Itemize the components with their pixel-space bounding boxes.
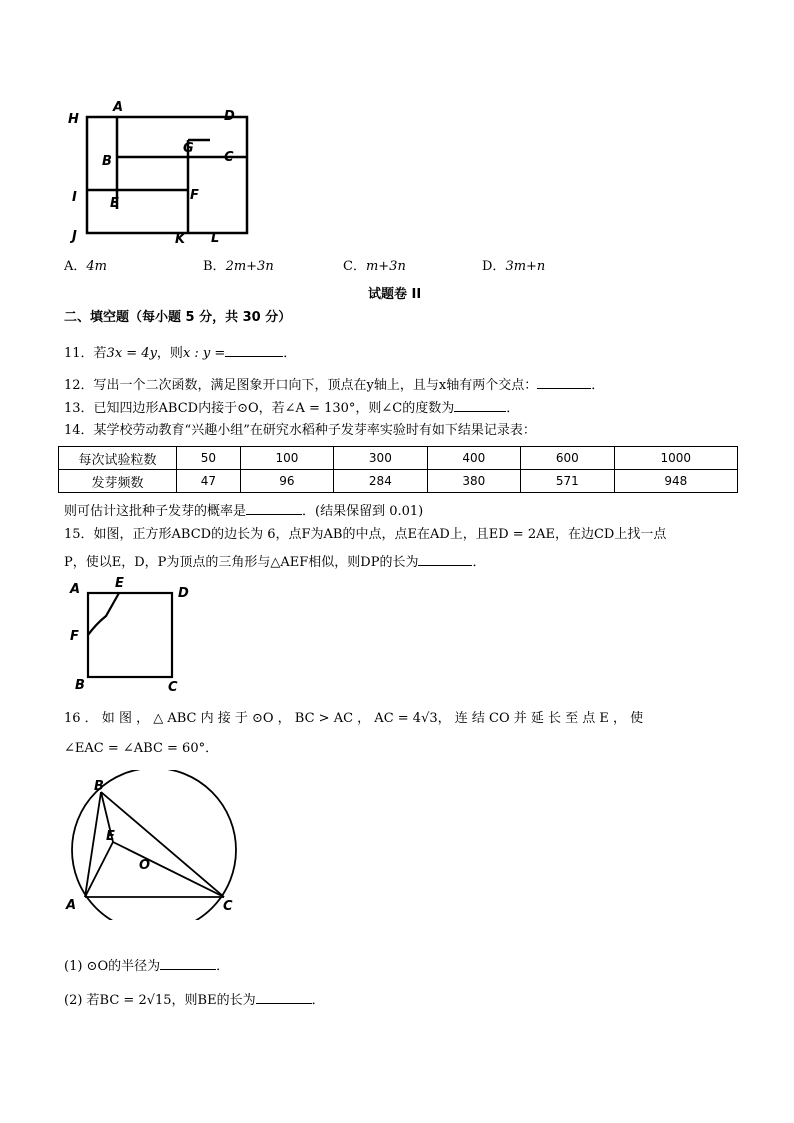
q13-end: ． [506,401,520,416]
segment-e-f [88,593,119,635]
option-c-label: C． [343,259,366,274]
answer-blank[interactable] [256,989,312,1004]
circle-triangle-figure [58,770,248,920]
table-cell: 96 [240,470,333,493]
square-abcd [88,593,172,677]
outer-rectangle [87,117,247,233]
germination-table [58,446,738,493]
label-G: G [183,141,194,156]
label-A: A [113,100,124,115]
table-cell: 1000 [614,447,737,470]
q11-end: ． [283,346,297,361]
question-13 [64,397,519,418]
option-c [343,258,406,276]
answer-blank[interactable] [246,500,302,515]
option-d-label: D． [482,259,506,274]
label-B: B [102,154,112,169]
paper-section-title: 试题卷 II [368,287,422,302]
label-H: H [68,112,79,127]
label-C: C [223,899,233,914]
question-15-line2 [64,551,486,572]
q11-prefix: 11．若 [64,346,107,361]
table-cell: 50 [177,447,241,470]
q15-line2-text: P，使以E，D，P为顶点的三角形与△AEF相似，则DP的长为 [64,555,419,570]
answer-blank[interactable] [454,397,506,412]
answer-blank[interactable] [418,551,472,566]
section-heading: 二、填空题（每小题 5 分，共 30 分） [64,310,292,325]
table-cell: 284 [334,470,427,493]
square-figure [62,572,202,697]
q16-sub2-end: ． [311,993,325,1008]
q13-text: 13．已知四边形ABCD内接于⊙O，若∠A = 130°，则∠C的度数为 [64,401,455,416]
label-J: J [72,229,77,244]
table-cell: 47 [177,470,241,493]
table-cell: 571 [521,470,614,493]
answer-blank[interactable] [225,342,283,357]
label-L: L [211,231,220,246]
option-a-value: 4m [86,259,107,274]
label-O: O [139,858,151,873]
table-row-header: 发芽频数 [59,470,177,493]
question-16-line2: ∠EAC = ∠ABC = 60°． [64,741,219,756]
table-cell: 300 [334,447,427,470]
q16-sub1-text: (1) ⊙O的半径为 [64,959,161,974]
label-E: E [106,829,115,844]
table-cell: 380 [427,470,520,493]
option-a [64,258,107,276]
label-E: E [115,576,124,591]
label-F: F [70,629,79,644]
option-d-value: 3m+n [505,259,546,274]
table-cell: 400 [427,447,520,470]
option-b-value: 2m+3n [225,259,274,274]
table-row-header: 每次试验粒数 [59,447,177,470]
rectangle-grid-figure [60,95,260,250]
label-A: A [70,582,81,597]
option-b-label: B． [203,259,226,274]
q12-text: 12．写出一个二次函数，满足图象开口向下，顶点在y轴上，且与x轴有两个交点： [64,378,538,393]
table-row [59,470,738,493]
question-16-part1 [64,955,229,976]
q11-ratio: x : y = [182,346,226,361]
q14-after-end: ．(结果保留到 0.01) [302,504,424,519]
q16-sub1-end: ． [216,959,230,974]
label-C: C [168,680,178,695]
label-B: B [94,779,104,794]
answer-blank[interactable] [160,955,216,970]
table-cell: 600 [521,447,614,470]
answer-blank[interactable] [537,374,591,389]
label-F: F [190,188,199,203]
option-c-value: m+3n [365,259,406,274]
label-I: I [72,190,77,205]
table-cell: 100 [240,447,333,470]
option-d [482,258,545,276]
table-row [59,447,738,470]
question-15-line1: 15．如图，正方形ABCD的边长为 6，点F为AB的中点，点E在AD上，且ED = 2AE，在边CD上找一点 [64,527,667,542]
q11-equation: 3x = 4y [106,346,157,361]
q14-after: 则可估计这批种子发芽的概率是 [64,504,247,519]
question-14: 14．某学校劳动教育“兴趣小组”在研究水稻种子发芽率实验时有如下结果记录表： [64,423,536,438]
question-11 [64,342,296,363]
table-cell: 948 [614,470,737,493]
question-14-followup [64,500,423,521]
label-A: A [66,898,77,913]
option-a-label: A． [64,259,87,274]
q12-end: ． [591,378,605,393]
option-b [203,258,274,276]
q11-mid: ，则 [156,346,183,361]
question-12 [64,374,604,395]
label-D: D [178,586,189,601]
question-16-line1: 16 ． 如 图 ， △ ABC 内 接 于 ⊙O ， BC > AC ， AC = 4√3， 连 结 CO 并 延 长 至 点 E ， 使 [64,711,644,726]
label-E: E [110,196,119,211]
question-16-part2 [64,989,325,1010]
label-D: D [224,109,235,124]
q15-end: ． [472,555,486,570]
label-K: K [175,232,186,247]
label-C: C [224,150,234,165]
q16-sub2-text: (2) 若BC = 2√15，则BE的长为 [64,993,256,1008]
label-B: B [75,678,85,693]
